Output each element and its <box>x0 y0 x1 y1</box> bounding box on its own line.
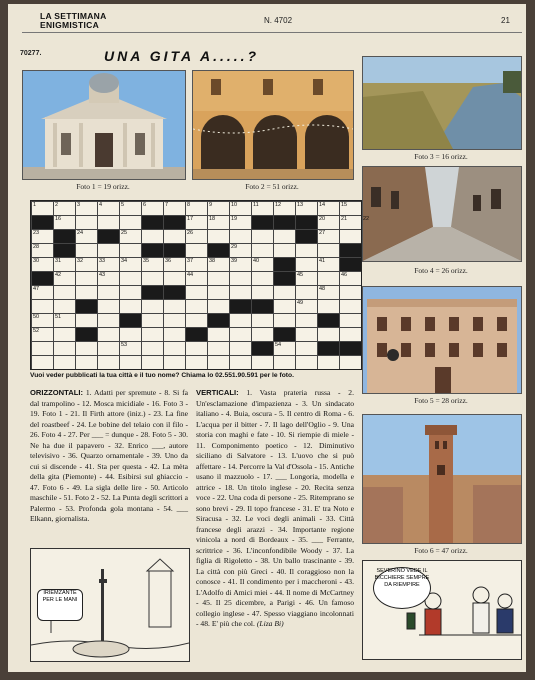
grid-cell-number: 33 <box>99 258 106 264</box>
grid-cell-number: 10 <box>231 202 238 208</box>
grid-cell-number: 36 <box>165 258 172 264</box>
grid-cell-number: 45 <box>297 272 304 278</box>
grid-cell-number: 2 <box>55 202 59 208</box>
grid-black-cell <box>76 300 97 313</box>
grid-cell-number: 22 <box>363 216 370 222</box>
magazine-logo <box>40 12 107 30</box>
grid-black-cell <box>252 342 273 355</box>
photo-4-street <box>362 166 522 262</box>
grid-cell-number: 23 <box>33 230 40 236</box>
grid-black-cell <box>252 300 273 313</box>
grid-cell-number: 6 <box>143 202 147 208</box>
grid-cell-number: 35 <box>143 258 150 264</box>
puzzle-title: UNA GITA A.....? <box>104 48 260 64</box>
grid-cell-number: 38 <box>209 258 216 264</box>
grid-black-cell <box>142 216 163 229</box>
grid-cell-number: 15 <box>341 202 348 208</box>
grid-cell-number: 30 <box>33 258 40 264</box>
grid-cell-number: 12 <box>275 202 282 208</box>
grid-cell-number: 41 <box>319 258 326 264</box>
grid-black-cell <box>54 244 75 257</box>
across-clue-text: 1. Adatti per spremute - 8. Si fa dal trampolino - 12. Mosca micidiale - 16. Foto 3 - 19. Foto 1 - 21. Il Firth attore (iniz.) - 23. La fine del roastbeef - 24. Le bobine del telaio con il filo - 26. Foto 4 - 27. Per ___ = dunque - 28. Foto 5 - 30. Ne ha due il papavero - 32. Enrico ___, autore televisivo - 36. Quarzo ornamentale - 39. Uno da cui si discende - 41. Sta per questa - 42. La mèta della gita (Piemonte) - 44. Esibirsi sul ghiaccio - 47. Foto 6 - 49. La sigla delle lire - 50. Articolo maschile - 51. Foto 2 - 52. La Punta degli scrittori a Palermo - 53. Profonda gola montana - 54. ___ Elkann, giornalista. <box>30 388 188 523</box>
grid-cell-number: 13 <box>297 202 304 208</box>
grid-cell-number: 7 <box>165 202 169 208</box>
cartoon-right <box>362 560 522 660</box>
grid-cell-number: 52 <box>33 328 40 334</box>
grid-black-cell <box>274 328 295 341</box>
down-title: VERTICALI: <box>196 388 239 397</box>
photo-1-caption: Foto 1 = 19 orizz. <box>76 182 130 191</box>
grid-cell-number: 24 <box>77 230 84 236</box>
grid-black-cell <box>318 342 339 355</box>
photo-5-caption: Foto 5 = 28 orizz. <box>414 396 468 405</box>
grid-cell-number: 18 <box>209 216 216 222</box>
grid-black-cell <box>120 314 141 327</box>
grid-black-cell <box>98 230 119 243</box>
page-number: 21 <box>501 16 510 25</box>
across-clues <box>30 388 188 525</box>
grid-cell-number: 17 <box>187 216 194 222</box>
grid-cell-number: 42 <box>55 272 62 278</box>
grid-black-cell <box>340 258 361 271</box>
grid-cell-number: 28 <box>33 244 40 250</box>
grid-black-cell <box>296 230 317 243</box>
grid-cell-number: 51 <box>55 314 62 320</box>
grid-cell-number: 44 <box>187 272 194 278</box>
logo-line-2: ENIGMISTICA <box>40 20 100 30</box>
grid-black-cell <box>208 244 229 257</box>
photo-4-caption: Foto 4 = 26 orizz. <box>414 266 468 275</box>
photo-3-caption: Foto 3 = 16 orizz. <box>414 152 468 161</box>
grid-cell-number: 1 <box>33 202 37 208</box>
across-title: ORIZZONTALI: <box>30 388 84 397</box>
grid-cell-number: 40 <box>253 258 260 264</box>
down-clues <box>196 388 354 630</box>
photo-6-tower <box>362 414 522 544</box>
grid-black-cell <box>340 244 361 257</box>
grid-black-cell <box>32 216 53 229</box>
grid-cell-number: 11 <box>253 202 259 208</box>
grid-black-cell <box>32 272 53 285</box>
grid-cell-number: 50 <box>33 314 40 320</box>
photo-2-arcade <box>192 70 354 180</box>
author-credit: (Liza Bi) <box>256 619 284 628</box>
grid-cell-number: 34 <box>121 258 128 264</box>
grid-cell-number: 48 <box>319 286 326 292</box>
grid-black-cell <box>142 244 163 257</box>
grid-cell-number: 3 <box>77 202 81 208</box>
photo-5-palace <box>362 286 522 394</box>
grid-black-cell <box>54 230 75 243</box>
grid-cell-number: 49 <box>297 300 304 306</box>
down-clue-text: 1. Vasta prateria russa - 2. Un'esclamazione d'impazienza - 3. Un sindacato italiano - 4. Buia, oscura - 5. Il centro di Roma - 6. L'acqua per il bitter - 7. Il lago dell'Oglio - 9. Una storia con maghi e fate - 10. Si riempie di miele - 11. Componimento poetico - 12. Diminutivo siciliano di Salvatore - 13. L'uovo che si può affettare - 14. Percorre la Val d'Ossola - 15. Antiche usano il mazzuolo - 17. ___ Longoria, modella e attrice - 18. Un titolo inglese - 20. Recita senza voce - 22. Una coda di persone - 25. Ritemprano se sono brevi - 29. Il topo francese - 31. E' tra Noto e Siracusa - 32. Le voci degli animali - 33. Città francese degli arazzi - 34. Importante regione vinicola a nord di Bordeaux - 35. ___ Ferrante, scrittrice - 36. L'inconfondibile Woody - 37. La figlia di Rigoletto - 38. Un ballo trascinante - 39. La città con più Greci - 40. Il coraggioso non la conosce - 41. Il condimento per i maccheroni - 43. L'Adolfo di Amici miei - 44. Il nome di McCartney - 45. Il 25 dicembre, a Parigi - 46. Un famoso collegio inglese - 47. Spesso viaggiano incolonnati - 48. E' più che col. <box>196 388 354 628</box>
grid-black-cell <box>318 314 339 327</box>
puzzle-number: 70277. <box>20 50 42 57</box>
grid-cell-number: 16 <box>55 216 62 222</box>
grid-cell-number: 5 <box>121 202 125 208</box>
grid-black-cell <box>252 216 273 229</box>
grid-cell-number: 37 <box>187 258 194 264</box>
crossword-grid[interactable] <box>30 200 370 370</box>
grid-cell-number: 31 <box>55 258 62 264</box>
grid-black-cell <box>208 314 229 327</box>
grid-cell-number: 39 <box>231 258 238 264</box>
grid-cell-number: 47 <box>33 286 40 292</box>
grid-black-cell <box>230 300 251 313</box>
grid-cell-number: 54 <box>275 342 282 348</box>
grid-black-cell <box>164 286 185 299</box>
cartoon-right-bubble: SEVERINO VEDE IL BICCHIERE SEMPRE DA RIEMPIRE <box>373 567 431 609</box>
photo-2-caption: Foto 2 = 51 orizz. <box>245 182 299 191</box>
cartoon-left-sign: IRIEMZANTE PER LE MANI <box>37 589 83 621</box>
grid-cell-number: 46 <box>341 272 348 278</box>
grid-cell-number: 14 <box>319 202 326 208</box>
grid-cell-number: 4 <box>99 202 103 208</box>
photo-1-church <box>22 70 186 180</box>
photo-6-caption: Foto 6 = 47 orizz. <box>414 546 468 555</box>
grid-black-cell <box>164 216 185 229</box>
grid-black-cell <box>340 342 361 355</box>
magazine-page <box>8 4 526 672</box>
grid-cell-number: 20 <box>319 216 326 222</box>
grid-black-cell <box>76 328 97 341</box>
grid-cell-number: 21 <box>341 216 348 222</box>
photo-3-river <box>362 56 522 150</box>
grid-cell-number: 53 <box>121 342 128 348</box>
grid-cell-number: 27 <box>319 230 326 236</box>
grid-black-cell <box>274 258 295 271</box>
grid-cell-number: 25 <box>121 230 128 236</box>
grid-black-cell <box>274 272 295 285</box>
grid-cell-number: 32 <box>77 258 84 264</box>
grid-cell-number: 43 <box>99 272 106 278</box>
logo-line-1: LA SETTIMANA <box>40 11 107 21</box>
grid-black-cell <box>142 286 163 299</box>
grid-cell-number: 29 <box>231 244 238 250</box>
grid-black-cell <box>186 328 207 341</box>
grid-black-cell <box>164 244 185 257</box>
issue-number: N. 4702 <box>264 16 293 25</box>
grid-cell-number: 26 <box>187 230 194 236</box>
grid-cell-number: 8 <box>187 202 191 208</box>
promo-line: Vuoi veder pubblicati la tua città e il tuo nome? Chiama lo 02.551.90.591 per le foto. <box>30 372 294 379</box>
grid-cell-number: 19 <box>231 216 238 222</box>
grid-black-cell <box>274 216 295 229</box>
grid-cell-number: 9 <box>209 202 213 208</box>
cartoon-left <box>30 548 190 662</box>
header-divider <box>22 32 522 33</box>
grid-black-cell <box>296 216 317 229</box>
